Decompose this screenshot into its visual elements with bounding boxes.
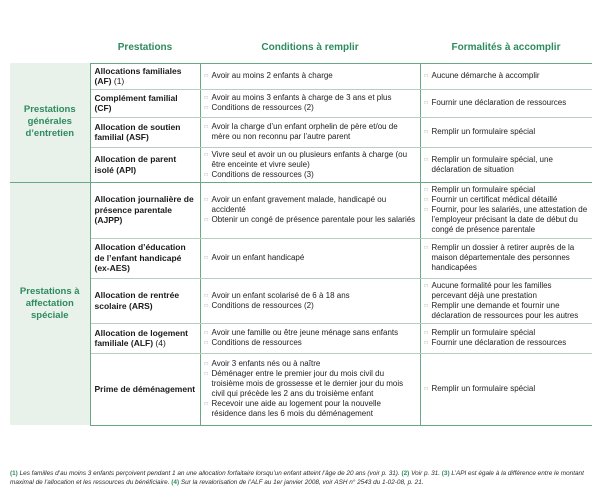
- table-row: [10, 323, 592, 353]
- footnote: [10, 470, 592, 487]
- formalite-item: □ Fournir une déclaration de ressources: [425, 338, 589, 348]
- condition-item: □ Avoir au moins 2 enfants à charge: [205, 71, 416, 81]
- footnote-ref: (4): [153, 338, 166, 348]
- formalite-item: □ Remplir un dossier à retirer auprès de la maison départementale des personnes handicapées: [425, 243, 589, 273]
- table-row: [10, 63, 592, 89]
- header-formalites: Formalités à accomplir: [420, 33, 592, 63]
- table-row: [10, 89, 592, 117]
- conditions-cell: [200, 117, 420, 147]
- conditions-cell: [200, 147, 420, 182]
- formalite-item: □ Remplir une demande et fournir une déclaration de ressources pour les autres: [425, 301, 589, 321]
- condition-item: □ Avoir un enfant handicapé: [205, 253, 416, 263]
- footnote-number: (3): [441, 470, 450, 477]
- formalite-item: □ Fournir une déclaration de ressources: [425, 98, 589, 108]
- condition-item: □ Conditions de ressources: [205, 338, 416, 348]
- table-row: [10, 147, 592, 182]
- formalite-item: □ Fournir, pour les salariés, une attestation de l’employeur précisant la date de début du congé de présence parentale: [425, 205, 589, 235]
- prestation-name: [90, 238, 200, 278]
- formalite-item: □ Remplir un formulaire spécial, une déclaration de situation: [425, 155, 589, 175]
- formalites-cell: [420, 238, 592, 278]
- condition-item: □ Avoir 3 enfants nés ou à naître: [205, 359, 416, 369]
- prestation-name: [90, 182, 200, 238]
- formalites-cell: [420, 89, 592, 117]
- prestation-name: [90, 89, 200, 117]
- formalite-item: □ Remplir un formulaire spécial: [425, 185, 589, 195]
- formalite-item: □ Remplir un formulaire spécial: [425, 127, 589, 137]
- condition-item: □ Déménager entre le premier jour du mois civil du troisième mois de grossesse et le dernier jour du mois civil qui précède les 2 ans du troisième enfant: [205, 369, 416, 399]
- prestation-name: [90, 323, 200, 353]
- prestation-name-text: Allocations familiales (AF): [94, 65, 182, 86]
- conditions-cell: [200, 353, 420, 425]
- header-prestations: Prestations: [90, 33, 200, 63]
- prestation-name-text: Allocation de rentrée scolaire (ARS): [94, 290, 180, 311]
- header-blank: [10, 33, 90, 63]
- table-row: [10, 353, 592, 425]
- formalites-cell: [420, 353, 592, 425]
- prestation-name-text: Allocation de parent isolé (API): [94, 154, 177, 175]
- prestation-name-text: Prime de déménagement: [94, 383, 196, 394]
- formalite-item: □ Remplir un formulaire spécial: [425, 328, 589, 338]
- condition-item: □ Vivre seul et avoir un ou plusieurs enfants à charge (ou être enceinte et vivre seule): [205, 150, 416, 170]
- conditions-cell: [200, 182, 420, 238]
- condition-item: □ Avoir un enfant gravement malade, handicapé ou accidenté: [205, 195, 416, 215]
- conditions-cell: [200, 323, 420, 353]
- formalite-item: □ Remplir un formulaire spécial: [425, 384, 589, 394]
- footnote-text: Sur la revalorisation de l’ALF au 1er janvier 2008, voir ASH n° 2543 du 1-02-08, p. 21.: [179, 478, 424, 486]
- condition-item: □ Recevoir une aide au logement pour la nouvelle résidence dans les 6 mois du déménagement: [205, 399, 416, 419]
- formalite-item: □ Aucune démarche à accomplir: [425, 71, 589, 81]
- prestation-name-text: Allocation d’éducation de l’enfant handicapé (ex-AES): [94, 242, 186, 274]
- formalites-cell: [420, 117, 592, 147]
- table-row: [10, 238, 592, 278]
- footnote-text: Voir p. 31.: [409, 470, 442, 477]
- formalites-cell: [420, 63, 592, 89]
- formalite-item: □ Fournir un certificat médical détaillé: [425, 195, 589, 205]
- prestation-name: [90, 117, 200, 147]
- prestation-name: [90, 278, 200, 323]
- conditions-cell: [200, 238, 420, 278]
- condition-item: □ Avoir la charge d’un enfant orphelin de père et/ou de mère ou non reconnu par l’autre parent: [205, 122, 416, 142]
- condition-item: □ Conditions de ressources (2): [205, 103, 416, 113]
- formalites-cell: [420, 147, 592, 182]
- table-row: [10, 182, 592, 238]
- conditions-cell: [200, 89, 420, 117]
- footnote-number: (2): [401, 470, 410, 477]
- condition-item: □ Avoir au moins 3 enfants à charge de 3 ans et plus: [205, 93, 416, 103]
- footnote-ref: (1): [111, 76, 125, 86]
- footnote-number: (4): [171, 478, 180, 486]
- prestation-name-text: Complément familial (CF): [94, 92, 178, 113]
- prestation-name: [90, 353, 200, 425]
- formalite-item: □ Aucune formalité pour les familles percevant déjà une prestation: [425, 281, 589, 301]
- header-conditions: Conditions à remplir: [200, 33, 420, 63]
- table-body: [10, 63, 592, 425]
- footnote-text: Les familles d’au moins 3 enfants perçoivent pendant 1 an une allocation forfaitaire lorsqu’un enfant atteint l’âge de 20 ans (voir p. 31).: [17, 470, 402, 477]
- condition-item: □ Conditions de ressources (2): [205, 301, 416, 311]
- benefits-table: [10, 33, 592, 426]
- benefits-table-wrapper: [10, 33, 592, 426]
- prestation-name-text: Allocation journalière de présence parentale (AJPP): [94, 194, 194, 226]
- formalites-cell: [420, 182, 592, 238]
- footnote-text: L’API est égale à la différence entre le montant maximal de l’allocation et les ressources du bénéficiaire.: [10, 470, 584, 486]
- formalites-cell: [420, 323, 592, 353]
- prestation-name-text: Allocation de soutien familial (ASF): [94, 121, 181, 142]
- table-row: [10, 278, 592, 323]
- prestation-name: [90, 63, 200, 89]
- formalites-cell: [420, 278, 592, 323]
- prestation-name-text: Allocation de logement familiale (ALF): [94, 327, 189, 348]
- conditions-cell: [200, 63, 420, 89]
- table-row: [10, 117, 592, 147]
- footnote-number: (1): [10, 470, 18, 477]
- category-label: Prestations générales d’entretien: [10, 63, 90, 182]
- condition-item: □ Avoir une famille ou être jeune ménage sans enfants: [205, 328, 416, 338]
- condition-item: □ Obtenir un congé de présence parentale pour les salariés: [205, 215, 416, 225]
- condition-item: □ Conditions de ressources (3): [205, 170, 416, 180]
- conditions-cell: [200, 278, 420, 323]
- category-label: Prestations à affectation spéciale: [10, 182, 90, 425]
- prestation-name: [90, 147, 200, 182]
- condition-item: □ Avoir un enfant scolarisé de 6 à 18 ans: [205, 291, 416, 301]
- table-header-row: [10, 33, 592, 63]
